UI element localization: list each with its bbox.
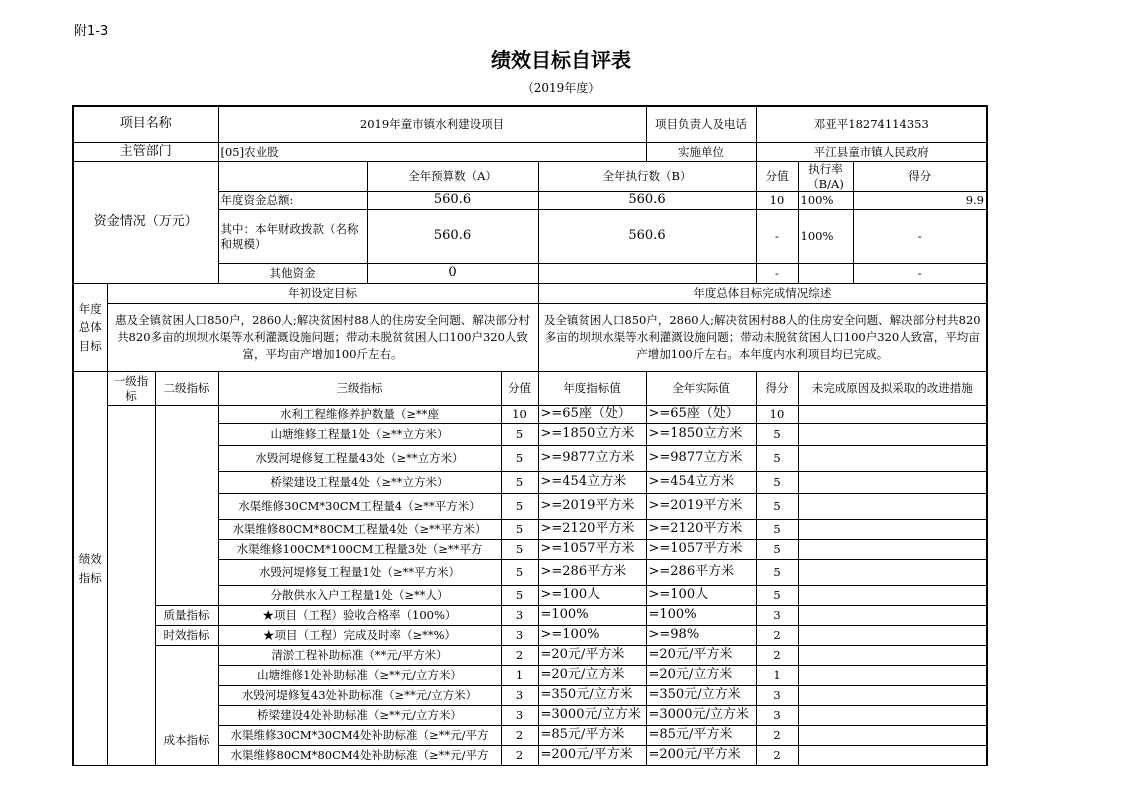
indicator-reason bbox=[798, 472, 987, 494]
header-level1: 一级指标 bbox=[107, 372, 155, 406]
indicator-name: ★项目（工程）验收合格率（100%） bbox=[218, 606, 501, 626]
indicator-reason bbox=[798, 540, 987, 560]
level2-quality: 质量指标 bbox=[155, 606, 218, 626]
indicator-actual: =200元/平方米 bbox=[646, 746, 756, 766]
indicator-reason bbox=[798, 646, 987, 666]
unit-label: 实施单位 bbox=[646, 142, 756, 162]
indicator-actual: >=9877立方米 bbox=[646, 446, 756, 472]
page-title: 绩效目标自评表 bbox=[491, 48, 631, 72]
indicator-name: 水毁河堤修复工程量1处（≥**平方米） bbox=[218, 560, 501, 586]
evaluation-grid bbox=[72, 105, 988, 163]
indicator-points: 3 bbox=[756, 606, 798, 626]
indicator-reason bbox=[798, 406, 987, 424]
unit-value: 平江县童市镇人民政府 bbox=[756, 142, 987, 162]
indicator-name: 水渠维修80CM*80CM工程量4处（≥**平方米） bbox=[218, 520, 501, 540]
indicator-points: 5 bbox=[756, 560, 798, 586]
indicator-target: =85元/平方米 bbox=[538, 726, 646, 746]
indicator-name: ★项目（工程）完成及时率（≥**%） bbox=[218, 626, 501, 646]
indicator-actual: >=1057平方米 bbox=[646, 540, 756, 560]
funds-col-points: 得分 bbox=[853, 162, 987, 192]
funds-label: 资金情况（万元） bbox=[73, 162, 218, 284]
indicator-target: >=2019平方米 bbox=[538, 494, 646, 520]
indicator-actual: >=454立方米 bbox=[646, 472, 756, 494]
level2-time: 时效指标 bbox=[155, 626, 218, 646]
indicator-reason bbox=[798, 746, 987, 766]
funds-col-budget: 全年预算数（A） bbox=[367, 162, 538, 192]
funds-row-points: - bbox=[853, 210, 987, 264]
funds-col-rate: 执行率（B/A) bbox=[798, 162, 853, 192]
indicator-target: =350元/立方米 bbox=[538, 686, 646, 706]
funds-grid bbox=[72, 161, 988, 284]
funds-row-rate bbox=[798, 264, 853, 284]
funds-row-name: 其中：本年财政拨款（名称和规模） bbox=[218, 210, 367, 264]
indicator-reason bbox=[798, 560, 987, 586]
indicator-points: 5 bbox=[756, 540, 798, 560]
indicator-reason bbox=[798, 424, 987, 446]
funds-blank-header bbox=[218, 162, 367, 192]
funds-row-exec: 560.6 bbox=[538, 192, 756, 210]
dept-label: 主管部门 bbox=[73, 142, 218, 162]
indicator-actual: =350元/立方米 bbox=[646, 686, 756, 706]
goals-summary-text: 及全镇贫困人口850户，2860人;解决贫困村88人的住房安全问题、解决部分村共820多亩的坝坝水渠等水利灌溉设施问题；带动未脱贫贫困人口100户320人致富，平均亩产增加100斤左右。本年度内水利项目均已完成。 bbox=[538, 304, 987, 372]
funds-row-budget: 560.6 bbox=[367, 192, 538, 210]
funds-row-points: - bbox=[853, 264, 987, 284]
goals-grid bbox=[72, 283, 988, 372]
funds-row-score: - bbox=[756, 264, 798, 284]
indicator-name: 水毁河堤修复43处补助标准（≥**元/立方米） bbox=[218, 686, 501, 706]
indicator-reason bbox=[798, 686, 987, 706]
indicator-name: 分散供水入户工程量1处（≥**人） bbox=[218, 586, 501, 606]
indicator-score: 3 bbox=[501, 706, 538, 726]
indicator-name: 水渠维修100CM*100CM工程量3处（≥**平方 bbox=[218, 540, 501, 560]
indicator-target: =3000元/立方米 bbox=[538, 706, 646, 726]
indicator-target: =100% bbox=[538, 606, 646, 626]
indicator-target: =20元/平方米 bbox=[538, 646, 646, 666]
indicators-grid bbox=[72, 371, 988, 766]
indicator-actual: >=100人 bbox=[646, 586, 756, 606]
goals-initial-text: 惠及全镇贫困人口850户，2860人;解决贫困村88人的住房安全问题、解决部分村共820多亩的坝坝水渠等水利灌溉设施问题；带动未脱贫贫困人口100户320人致富，平均亩产增加100斤左右。 bbox=[107, 304, 538, 372]
indicator-score: 3 bbox=[501, 626, 538, 646]
indicator-score: 3 bbox=[501, 686, 538, 706]
header-points: 得分 bbox=[756, 372, 798, 406]
indicator-reason bbox=[798, 726, 987, 746]
indicator-name: 水毁河堤修复工程量43处（≥**立方米） bbox=[218, 446, 501, 472]
indicator-points: 3 bbox=[756, 686, 798, 706]
funds-row-budget: 0 bbox=[367, 264, 538, 284]
funds-row-score: - bbox=[756, 210, 798, 264]
funds-row-exec: 560.6 bbox=[538, 210, 756, 264]
funds-row-score: 10 bbox=[756, 192, 798, 210]
indicator-reason bbox=[798, 494, 987, 520]
indicator-actual: >=286平方米 bbox=[646, 560, 756, 586]
indicator-target: >=454立方米 bbox=[538, 472, 646, 494]
indicator-points: 1 bbox=[756, 666, 798, 686]
indicator-target: >=1850立方米 bbox=[538, 424, 646, 446]
indicator-points: 5 bbox=[756, 446, 798, 472]
goals-summary-header: 年度总体目标完成情况综述 bbox=[538, 284, 987, 304]
indicator-score: 5 bbox=[501, 520, 538, 540]
indicator-actual: >=2120平方米 bbox=[646, 520, 756, 540]
indicator-score: 5 bbox=[501, 494, 538, 520]
indicator-target: >=65座（处） bbox=[538, 406, 646, 424]
indicator-score: 10 bbox=[501, 406, 538, 424]
level2-cell-output bbox=[155, 406, 218, 606]
project-owner-label: 项目负责人及电话 bbox=[646, 106, 756, 142]
indicator-actual: =3000元/立方米 bbox=[646, 706, 756, 726]
indicator-score: 5 bbox=[501, 424, 538, 446]
indicator-score: 5 bbox=[501, 540, 538, 560]
indicator-score: 3 bbox=[501, 606, 538, 626]
funds-row-name: 年度资金总额: bbox=[218, 192, 367, 210]
header-actual: 全年实际值 bbox=[646, 372, 756, 406]
indicator-score: 1 bbox=[501, 666, 538, 686]
page-subtitle: （2019年度） bbox=[521, 81, 601, 95]
goals-label: 年度总体目标 bbox=[73, 284, 107, 372]
funds-row-budget: 560.6 bbox=[367, 210, 538, 264]
header-level2: 二级指标 bbox=[155, 372, 218, 406]
indicator-name: 水渠维修30CM*30CM工程量4（≥**平方米） bbox=[218, 494, 501, 520]
indicator-target: =200元/平方米 bbox=[538, 746, 646, 766]
indicator-score: 2 bbox=[501, 646, 538, 666]
indicator-reason bbox=[798, 626, 987, 646]
goals-initial-header: 年初设定目标 bbox=[107, 284, 538, 304]
indicator-target: >=100人 bbox=[538, 586, 646, 606]
indicator-score: 5 bbox=[501, 560, 538, 586]
funds-row-points: 9.9 bbox=[853, 192, 987, 210]
indicator-reason bbox=[798, 520, 987, 540]
project-owner-value: 邓亚平18274114353 bbox=[756, 106, 987, 142]
indicator-points: 3 bbox=[756, 706, 798, 726]
indicator-points: 5 bbox=[756, 494, 798, 520]
indicator-name: 山塘维修工程量1处（≥**立方米） bbox=[218, 424, 501, 446]
dept-value: [05]农业股 bbox=[218, 142, 646, 162]
funds-col-score: 分值 bbox=[756, 162, 798, 192]
indicator-target: >=1057平方米 bbox=[538, 540, 646, 560]
indicator-reason bbox=[798, 706, 987, 726]
indicator-reason bbox=[798, 586, 987, 606]
indicator-name: 水利工程维修养护数量（≥**座 bbox=[218, 406, 501, 424]
indicator-reason bbox=[798, 666, 987, 686]
indicator-name: 桥梁建设工程量4处（≥**立方米） bbox=[218, 472, 501, 494]
header-reason: 未完成原因及拟采取的改进措施 bbox=[798, 372, 987, 406]
indicator-name: 桥梁建设4处补助标准（≥**元/立方米） bbox=[218, 706, 501, 726]
indicators-label: 绩效指标 bbox=[73, 372, 107, 766]
funds-row-exec bbox=[538, 264, 756, 284]
indicator-actual: >=2019平方米 bbox=[646, 494, 756, 520]
level1-cell bbox=[107, 406, 155, 766]
indicator-score: 2 bbox=[501, 746, 538, 766]
funds-row-rate: 100% bbox=[798, 192, 853, 210]
project-name-value: 2019年童市镇水利建设项目 bbox=[218, 106, 646, 142]
funds-row-name: 其他资金 bbox=[218, 264, 367, 284]
header-level3: 三级指标 bbox=[218, 372, 501, 406]
indicator-score: 5 bbox=[501, 472, 538, 494]
indicator-actual: >=98% bbox=[646, 626, 756, 646]
indicator-points: 5 bbox=[756, 472, 798, 494]
header-target: 年度指标值 bbox=[538, 372, 646, 406]
indicator-target: >=2120平方米 bbox=[538, 520, 646, 540]
indicator-points: 5 bbox=[756, 424, 798, 446]
indicator-name: 山塘维修1处补助标准（≥**元/立方米） bbox=[218, 666, 501, 686]
indicator-points: 2 bbox=[756, 646, 798, 666]
project-name-label: 项目名称 bbox=[73, 106, 218, 142]
indicator-actual: =20元/平方米 bbox=[646, 646, 756, 666]
indicator-points: 10 bbox=[756, 406, 798, 424]
indicator-name: 水渠维修80CM*80CM4处补助标准（≥**元/平方 bbox=[218, 746, 501, 766]
indicator-actual: =100% bbox=[646, 606, 756, 626]
header-score: 分值 bbox=[501, 372, 538, 406]
indicator-actual: =20元/立方米 bbox=[646, 666, 756, 686]
indicator-target: >=100% bbox=[538, 626, 646, 646]
level2-cost: 成本指标 bbox=[155, 646, 218, 766]
indicator-points: 5 bbox=[756, 520, 798, 540]
indicator-reason bbox=[798, 606, 987, 626]
indicator-points: 2 bbox=[756, 726, 798, 746]
indicator-actual: >=65座（处） bbox=[646, 406, 756, 424]
indicator-target: >=9877立方米 bbox=[538, 446, 646, 472]
indicator-score: 5 bbox=[501, 446, 538, 472]
indicator-score: 5 bbox=[501, 586, 538, 606]
indicator-actual: >=1850立方米 bbox=[646, 424, 756, 446]
indicator-actual: =85元/平方米 bbox=[646, 726, 756, 746]
indicator-reason bbox=[798, 446, 987, 472]
funds-row-rate: 100% bbox=[798, 210, 853, 264]
indicator-points: 2 bbox=[756, 626, 798, 646]
indicator-name: 水渠维修30CM*30CM4处补助标准（≥**元/平方 bbox=[218, 726, 501, 746]
indicator-score: 2 bbox=[501, 726, 538, 746]
indicator-points: 2 bbox=[756, 746, 798, 766]
funds-col-exec: 全年执行数（B） bbox=[538, 162, 756, 192]
indicator-target: =20元/立方米 bbox=[538, 666, 646, 686]
indicator-name: 清淤工程补助标准（**元/平方米） bbox=[218, 646, 501, 666]
annex-label: 附1-3 bbox=[74, 24, 109, 39]
indicator-points: 5 bbox=[756, 586, 798, 606]
indicator-target: >=286平方米 bbox=[538, 560, 646, 586]
